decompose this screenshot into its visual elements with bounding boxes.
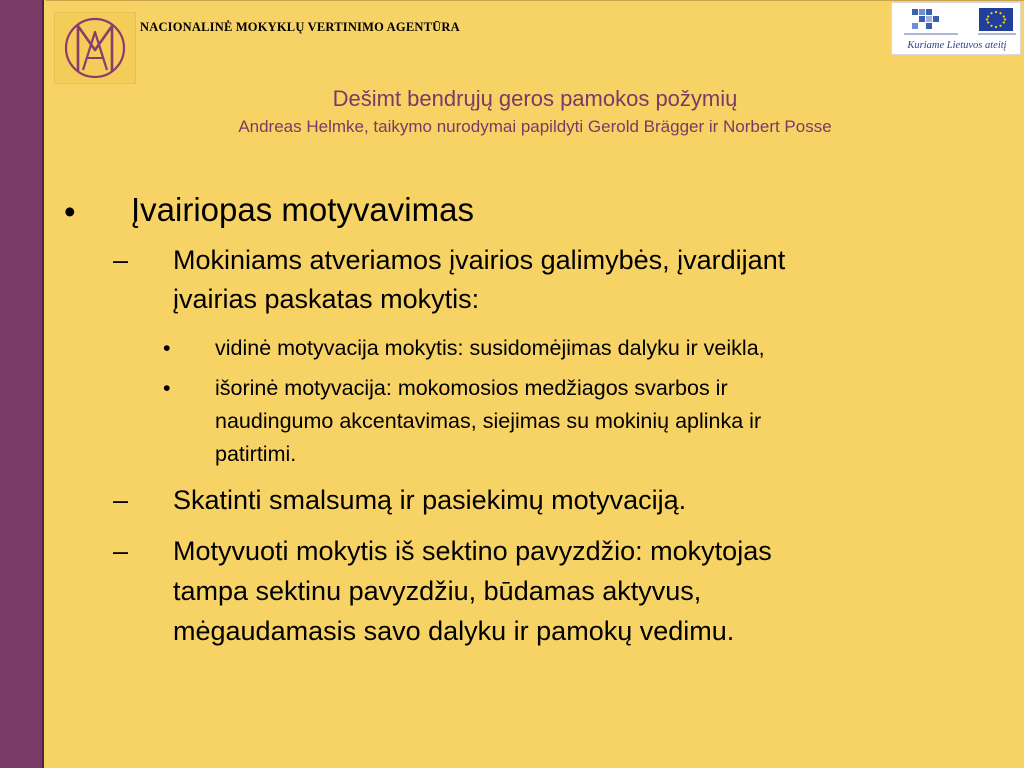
slide-subtitle: Andreas Helmke, taikymo nurodymai papildyti Gerold Brägger ir Norbert Posse xyxy=(238,117,832,136)
agency-name: NACIONALINĖ MOKYKLŲ VERTINIMO AGENTŪRA xyxy=(140,20,460,34)
item3-line1: Motyvuoti mokytis iš sektino pavyzdžio: mokytojas xyxy=(173,536,772,566)
sub2-line3: patirtimi. xyxy=(215,442,297,466)
item3-line2: tampa sektinu pavyzdžiu, būdamas aktyvus, xyxy=(173,576,702,606)
sub1-line1: vidinė motyvacija mokytis: susidomėjimas dalyku ir veikla, xyxy=(215,336,765,360)
top-divider xyxy=(46,0,1024,1)
bullet-marker: • xyxy=(163,336,171,360)
sub2-line1: išorinė motyvacija: mokomosios medžiagos svarbos ir xyxy=(215,376,728,400)
nmva-monogram-logo-icon xyxy=(54,12,136,84)
item1-line1: Mokiniams atveriamos įvairios galimybės, įvardijant xyxy=(173,245,786,275)
bullet-heading: Įvairiopas motyvavimas xyxy=(131,191,474,228)
left-accent-bar xyxy=(0,0,44,768)
dash-marker: – xyxy=(113,536,129,566)
eu-motto: Kuriame Lietuvos ateitį xyxy=(907,40,1007,51)
bullet-marker: • xyxy=(163,376,171,400)
dash-marker: – xyxy=(113,245,129,275)
item2-line1: Skatinti smalsumą ir pasiekimų motyvaciją. xyxy=(173,485,687,515)
slide-title: Dešimt bendrųjų geros pamokos požymių xyxy=(332,86,738,111)
eu-funding-logo xyxy=(891,2,1021,55)
dash-marker: – xyxy=(113,485,129,515)
item1-line2: įvairias paskatas mokytis: xyxy=(173,284,480,314)
sub2-line2: naudingumo akcentavimas, siejimas su mokinių aplinka ir xyxy=(215,409,762,433)
item3-line3: mėgaudamasis savo dalyku ir pamokų vedimu. xyxy=(173,616,735,646)
bullet-marker: • xyxy=(64,193,76,230)
